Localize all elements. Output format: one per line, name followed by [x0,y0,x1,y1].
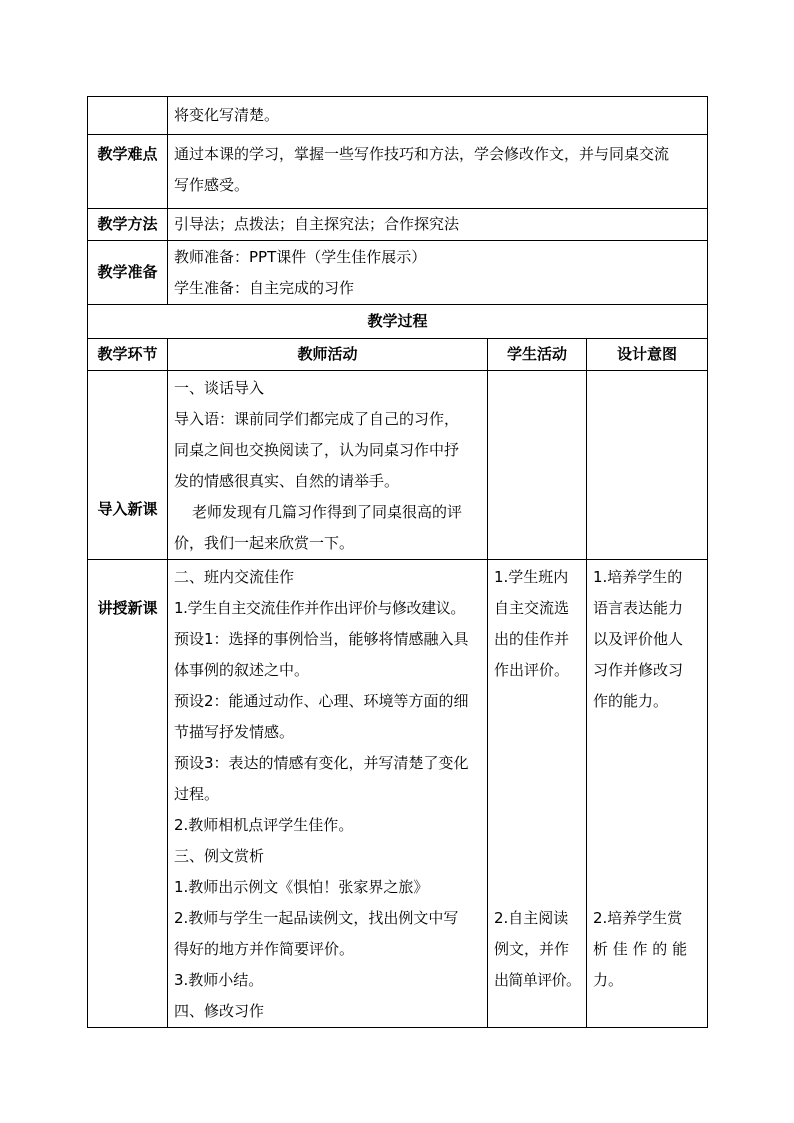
intro-line: 价，我们一起来欣赏一下。 [174,534,355,552]
prep-row [88,241,708,305]
teach-line: 二、班内交流佳作 [174,568,295,586]
intent-line: 作的能力。 [593,692,669,710]
student-activity-line: 作出评价。 [494,661,570,679]
intent-spacer [593,717,701,903]
intent-line: 语言表达能力 [593,599,684,617]
intro-line: 一、谈话导入 [174,379,265,397]
teach-line: 节描写抒发情感。 [174,723,295,741]
process-title: 教学过程 [88,305,708,339]
lesson-plan-table [87,96,708,1028]
teach-teacher-activity [168,560,488,1028]
difficulty-text [168,135,708,209]
header-student-activity: 学生活动 [488,339,587,371]
teach-line: 1.学生自主交流佳作并作出评价与修改建议。 [174,599,465,617]
methods-label: 教学方法 [88,209,168,241]
teach-line: 预设1：选择的事例恰当，能够将情感融入具 [174,630,469,648]
process-title-row [88,305,708,339]
process-header-row [88,339,708,371]
teach-line: 预设3：表达的情感有变化，并写清楚了变化 [174,754,469,772]
intro-line: 同桌之间也交换阅读了，认为同桌习作中抒 [174,441,460,459]
intro-student-activity [488,371,587,560]
methods-row [88,209,708,241]
student-activity-line: 自主交流选 [494,599,570,617]
teach-line: 2.教师相机点评学生佳作。 [174,816,354,834]
intent-line: 1.培养学生的 [593,568,683,586]
intro-line: 导入语：课前同学们都完成了自己的习作， [174,410,460,428]
intro-teacher-activity [168,371,488,560]
prep-student: 学生准备：自主完成的习作 [174,278,355,297]
teach-line: 四、修改习作 [174,1002,265,1020]
intro-label: 导入新课 [88,371,168,560]
student-activity-spacer [494,686,582,903]
teach-line: 过程。 [174,785,220,803]
header-design-intent: 设计意图 [587,339,708,371]
teach-line: 2.教师与学生一起品读例文，找出例文中写 [174,909,459,927]
teach-line: 预设2：能通过动作、心理、环境等方面的细 [174,692,469,710]
student-activity-line: 出简单评价。 [494,971,581,989]
teach-line: 得好的地方并作简要评价。 [174,940,355,958]
teach-line: 三、例文赏析 [174,847,265,865]
continued-label-cell [88,97,168,135]
continued-text: 将变化写清楚。 [168,97,708,135]
methods-text: 引导法；点拨法；自主探究法；合作探究法 [168,209,708,241]
student-activity-line: 1.学生班内 [494,568,569,586]
intent-line: 力。 [593,971,624,989]
intent-line: 习作并修改习 [593,661,684,679]
prep-label: 教学准备 [88,241,168,305]
header-teacher-activity: 教师活动 [168,339,488,371]
difficulty-line-1: 通过本课的学习，掌握一些写作技巧和方法，学会修改作文，并与同桌交流 [174,145,670,163]
difficulty-line-2: 写作感受。 [174,176,250,194]
teach-line: 体事例的叙述之中。 [174,661,310,679]
teach-line: 3.教师小结。 [174,971,264,989]
student-activity-line: 出的佳作并 [494,630,570,648]
difficulty-row [88,135,708,209]
teach-row [88,560,708,1028]
intent-line: 2.培养学生赏 [593,909,683,927]
teach-label: 讲授新课 [88,560,168,1028]
intent-line: 析 佳 作 的 能 [593,940,688,958]
intent-line: 以及评价他人 [593,630,684,648]
intro-line: 老师发现有几篇习作得到了同桌很高的评 [192,503,463,521]
intro-design-intent [587,371,708,560]
teach-design-intent [587,560,708,1028]
prep-text [168,241,708,305]
difficulty-label: 教学难点 [88,135,168,209]
teach-student-activity [488,560,587,1028]
prep-teacher: 教师准备：PPT课件（学生佳作展示） [174,247,427,266]
intro-row [88,371,708,560]
continued-row [88,97,708,135]
teach-line: 1.教师出示例文《惧怕！张家界之旅》 [174,878,429,896]
student-activity-line: 2.自主阅读 [494,909,569,927]
intro-line: 发的情感很真实、自然的请举手。 [174,472,400,490]
header-stage: 教学环节 [88,339,168,371]
student-activity-line: 例文，并作 [494,940,570,958]
